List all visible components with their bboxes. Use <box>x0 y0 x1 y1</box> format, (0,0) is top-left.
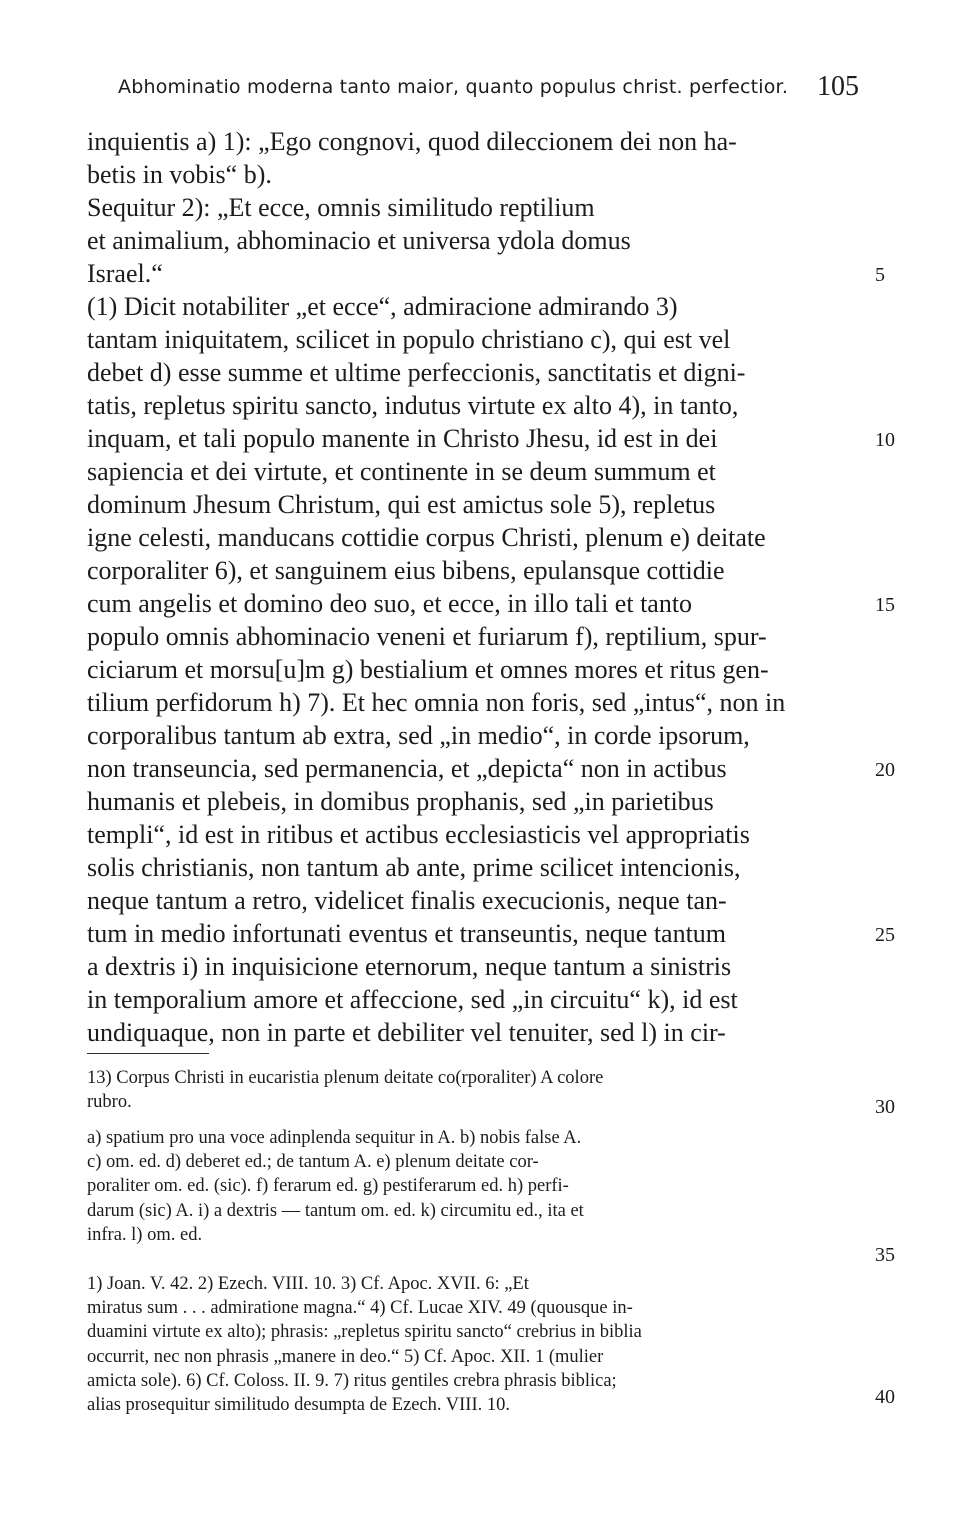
source-note-line: occurrit, nec non phrasis „manere in deo.“ 5) Cf. Apoc. XII. 1 (mulier <box>87 1346 604 1367</box>
text-line: corporalibus tantum ab extra, sed „in medio“, in corde ipsorum, <box>87 721 750 750</box>
text-line: betis in vobis“ b). <box>87 160 272 189</box>
text-line: humanis et plebeis, in domibus prophanis, sed „in parietibus <box>87 787 714 816</box>
text-line: inquam, et tali populo manente in Christo Jhesu, id est in dei <box>87 424 718 453</box>
critical-apparatus <box>87 1126 865 1247</box>
text-line: cum angelis et domino deo suo, et ecce, in illo tali et tanto <box>87 589 693 618</box>
line-number: 10 <box>875 429 895 451</box>
text-line: sapiencia et dei virtute, et continente in se deum summum et <box>87 457 716 486</box>
text-line: tum in medio infortunati eventus et transeuntis, neque tantum <box>87 919 727 948</box>
text-line: corporaliter 6), et sanguinem eius bibens, epulansque cottidie <box>87 556 725 585</box>
apparatus-line: poraliter om. ed. (sic). f) ferarum ed. g) pestiferarum ed. h) perfi- <box>87 1176 569 1197</box>
text-line: tatis, repletus spiritu sancto, indutus virtute ex alto 4), in tanto, <box>87 391 739 420</box>
text-line: igne celesti, manducans cottidie corpus Christi, plenum e) deitate <box>87 523 766 552</box>
text-line: templi“, id est in ritibus et actibus ecclesiasticis vel appropriatis <box>87 820 750 849</box>
source-note-line: miratus sum . . . admiratione magna.“ 4) Cf. Lucae XIV. 49 (quousque in- <box>87 1298 633 1319</box>
text-line: non transeuncia, sed permanencia, et „depicta“ non in actibus <box>87 754 727 783</box>
text-line: populo omnis abhominacio veneni et furiarum f), reptilium, spur- <box>87 622 767 651</box>
source-note-line: 1) Joan. V. 42. 2) Ezech. VIII. 10. 3) Cf. Apoc. XVII. 6: „Et <box>87 1274 529 1294</box>
footnote-separator-rule <box>87 1053 209 1054</box>
text-line: undiquaque, non in parte et debiliter vel tenuiter, sed l) in cir- <box>87 1018 726 1047</box>
footnote-line-number: 30 <box>875 1096 895 1118</box>
text-line: inquientis a) 1): „Ego congnovi, quod dileccionem dei non ha- <box>87 127 737 156</box>
page-number: 105 <box>817 71 859 102</box>
running-head: Abhominatio moderna tanto maior, quanto populus christ. perfectior. <box>118 76 789 98</box>
text-line: Sequitur 2): „Et ecce, omnis similitudo reptilium <box>87 193 595 222</box>
source-note-line: duamini virtute ex alto); phrasis: „repletus spiritu sancto“ crebrius in biblia <box>87 1322 642 1343</box>
line-number: 20 <box>875 759 895 781</box>
text-line: tilium perfidorum h) 7). Et hec omnia non foris, sed „intus“, non in <box>87 688 786 717</box>
text-line: tantam iniquitatem, scilicet in populo christiano c), qui est vel <box>87 325 731 354</box>
marginal-note <box>87 1066 865 1114</box>
footnote-line-number: 40 <box>875 1386 895 1408</box>
text-line: ciciarum et morsu[u]m g) bestialium et omnes mores et ritus gen- <box>87 655 769 684</box>
source-notes <box>87 1272 865 1417</box>
text-line: dominum Jhesum Christum, qui est amictus sole 5), repletus <box>87 490 716 519</box>
line-number: 15 <box>875 594 895 616</box>
apparatus-line: a) spatium pro una voce adinplenda sequitur in A. b) nobis false A. <box>87 1128 582 1148</box>
apparatus-line: darum (sic) A. i) a dextris — tantum om. ed. k) circumitu ed., ita et <box>87 1200 584 1221</box>
text-line: in temporalium amore et affeccione, sed „in circuitu“ k), id est <box>87 985 738 1014</box>
apparatus-line: infra. l) om. ed. <box>87 1224 203 1245</box>
main-text <box>87 125 865 1049</box>
text-line: solis christianis, non tantum ab ante, prime scilicet intencionis, <box>87 853 741 882</box>
text-line: a dextris i) in inquisicione eternorum, neque tantum a sinistris <box>87 952 732 981</box>
marginal-note-line: rubro. <box>87 1092 132 1113</box>
line-number: 25 <box>875 924 895 946</box>
footnote-line-number: 35 <box>875 1244 895 1266</box>
source-note-line: alias prosequitur similitudo desumpta de Ezech. VIII. 10. <box>87 1394 511 1415</box>
text-line: neque tantum a retro, videlicet finalis execucionis, neque tan- <box>87 886 727 915</box>
text-line: et animalium, abhominacio et universa ydola domus <box>87 226 631 255</box>
source-note-line: amicta sole). 6) Cf. Coloss. II. 9. 7) ritus gentiles crebra phrasis biblica; <box>87 1370 617 1391</box>
marginal-note-line: 13) Corpus Christi in eucaristia plenum deitate co(rporaliter) A colore <box>87 1068 604 1088</box>
text-line: debet d) esse summe et ultime perfeccionis, sanctitatis et digni- <box>87 358 746 387</box>
text-line: (1) Dicit notabiliter „et ecce“, admiracione admirando 3) <box>87 292 678 321</box>
line-number: 5 <box>875 264 885 286</box>
text-line: Israel.“ <box>87 259 163 288</box>
apparatus-line: c) om. ed. d) deberet ed.; de tantum A. e) plenum deitate cor- <box>87 1152 539 1173</box>
